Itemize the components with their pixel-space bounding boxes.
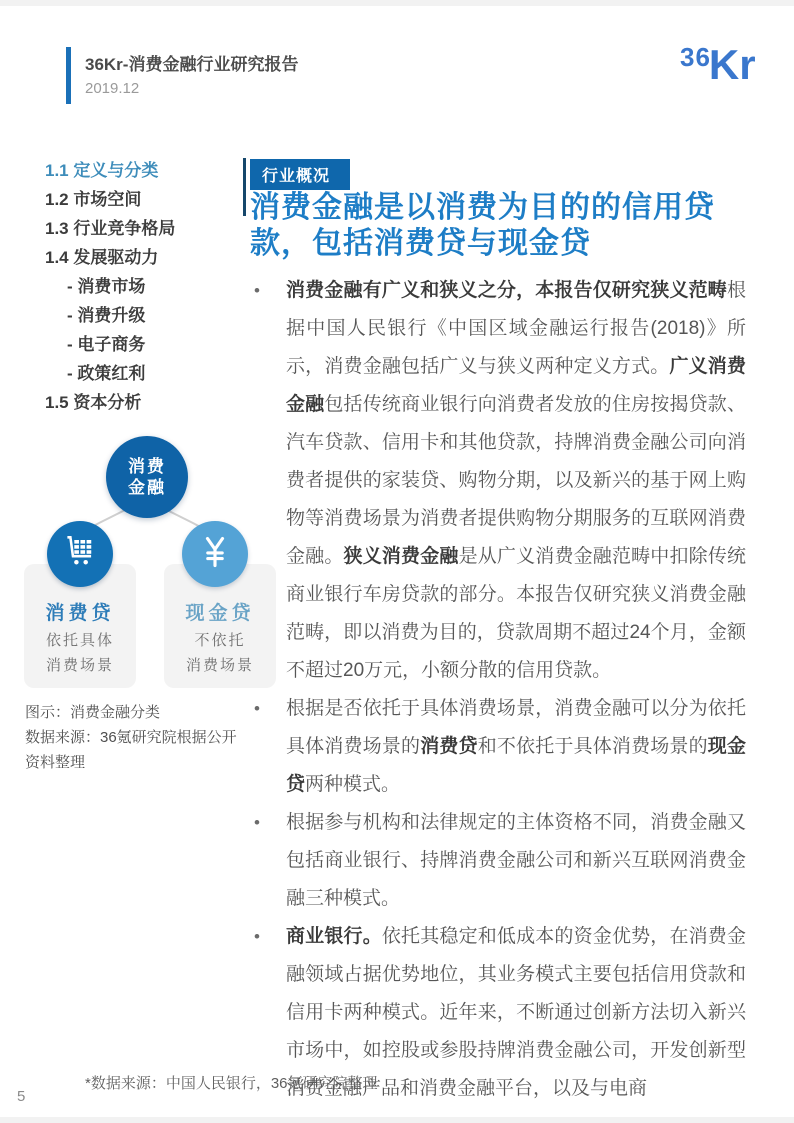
bullet-item: • 商业银行。依托其稳定和低成本的资金优势，在消费金融领域占据优势地位，其业务模式主要包括信用贷款和信用卡两种模式。近年来，不断通过创新方法切入新兴市场中，如控股或参股持牌消费金融公司，开发创新型消费金融产品和消费金融平台，以及与电商 bbox=[250, 918, 746, 1108]
footnote: *数据来源：中国人民银行，36氪研究院整理 bbox=[85, 1075, 378, 1092]
toc-item[interactable]: - 消费市场 bbox=[67, 277, 146, 296]
toc-item[interactable]: 1.3 行业竞争格局 bbox=[45, 219, 176, 238]
logo-kr: Kr bbox=[708, 41, 756, 88]
root-label-line1: 消费 bbox=[128, 457, 166, 476]
page-number: 5 bbox=[17, 1088, 26, 1105]
caption-line2: 数据来源：36氪研究院根据公开资料整理 bbox=[25, 729, 237, 771]
toc-list bbox=[45, 156, 235, 417]
report-title: 36Kr-消费金融行业研究报告 bbox=[85, 55, 299, 74]
scan-edge-bottom bbox=[0, 1117, 794, 1123]
header-accent-bar bbox=[66, 47, 71, 104]
toc-item[interactable]: - 政策红利 bbox=[67, 364, 146, 383]
diagram-caption bbox=[25, 700, 251, 775]
caption-line1: 图示：消费金融分类 bbox=[25, 704, 161, 721]
toc-item[interactable]: 1.4 发展驱动力 bbox=[45, 248, 159, 267]
root-node bbox=[106, 436, 188, 518]
consumer-loan-node bbox=[47, 521, 113, 587]
headline-left-rule bbox=[243, 158, 246, 216]
root-label-line2: 金融 bbox=[128, 478, 166, 497]
toc-item[interactable]: - 电子商务 bbox=[67, 335, 146, 354]
scan-edge-top bbox=[0, 0, 794, 6]
toc-item[interactable]: 1.1 定义与分类 bbox=[45, 161, 159, 180]
cash-loan-title: 现金贷 bbox=[185, 603, 255, 624]
bullet-item: • 根据是否依托于具体消费场景，消费金融可以分为依托具体消费场景的消费贷和不依托于具体消费场景的现金贷两种模式。 bbox=[250, 690, 746, 804]
yen-icon bbox=[197, 534, 233, 575]
cash-loan-node bbox=[182, 521, 248, 587]
consumer-loan-title: 消费贷 bbox=[45, 603, 115, 624]
cart-icon bbox=[62, 534, 98, 575]
toc-item[interactable]: - 消费升级 bbox=[67, 306, 146, 325]
consumer-finance-diagram bbox=[22, 430, 268, 698]
cash-loan-desc: 不依托 消费场景 bbox=[185, 632, 254, 674]
logo-36: 36 bbox=[680, 42, 711, 72]
bullet-item: • 根据参与机构和法律规定的主体资格不同，消费金融又包括商业银行、持牌消费金融公司和新兴互联网消费金融三种模式。 bbox=[250, 804, 746, 918]
36kr-logo bbox=[680, 41, 756, 88]
bullet-item: • 消费金融有广义和狭义之分，本报告仅研究狭义范畴根据中国人民银行《中国区域金融运行报告(2018)》所示，消费金融包括广义与狭义两种定义方式。广义消费金融包括传统商业银行向消费者发放的住房按揭贷款、汽车贷款、信用卡和其他贷款，持牌消费金融公司向消费者提供的家装贷、购物分期，以及新兴的基于网上购物等消费场景为消费者提供购物分期服务的互联网消费金融。狭义消费金融是从广义消费金融范畴中扣除传统商业银行车房贷款的部分。本报告仅研究狭义消费金融范畴，即以消费为目的，贷款周期不超过24个月，金额不超过20万元，小额分散的信用贷款。 bbox=[250, 272, 746, 690]
page-title: 消费金融是以消费为目的的信用贷款，包括消费贷与现金贷 bbox=[250, 191, 715, 260]
consumer-loan-desc: 依托具体 消费场景 bbox=[45, 632, 114, 674]
report-date: 2019.12 bbox=[85, 80, 140, 97]
section-badge: 行业概况 bbox=[250, 159, 350, 190]
toc-item[interactable]: 1.2 市场空间 bbox=[45, 190, 142, 209]
toc-item[interactable]: 1.5 资本分析 bbox=[45, 393, 142, 412]
bullet-list bbox=[250, 272, 746, 1108]
